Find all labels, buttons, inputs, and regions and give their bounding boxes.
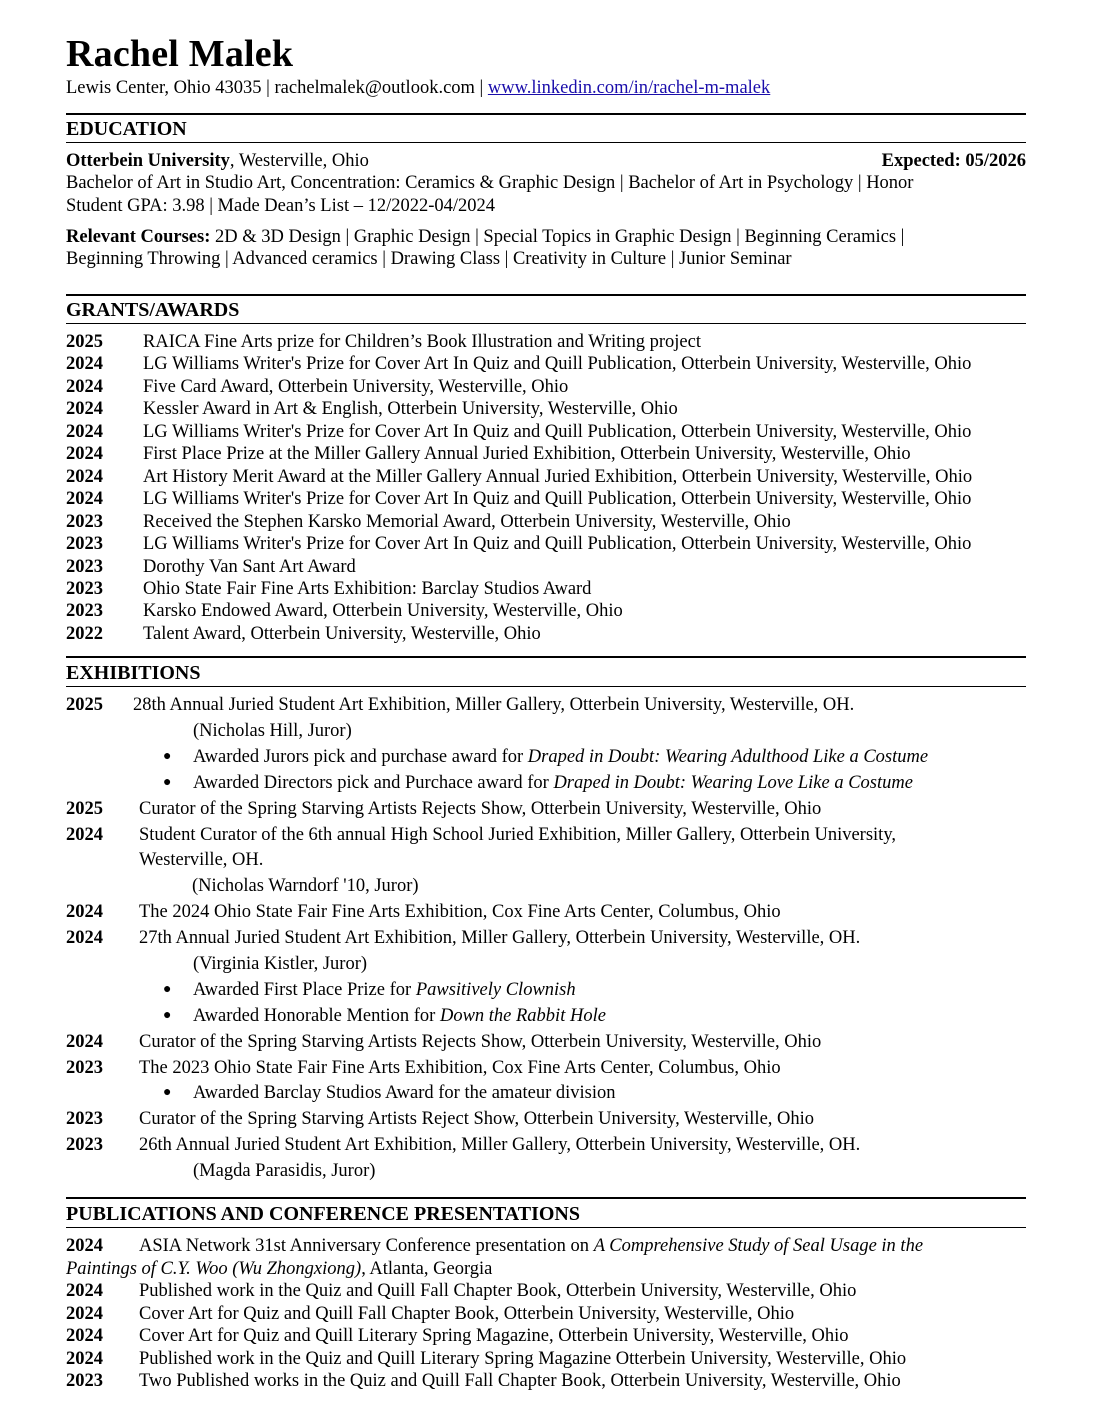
- publication-year: 2024: [66, 1326, 103, 1346]
- grant-item: [66, 443, 911, 466]
- publication-text: Two Published works in the Quiz and Quill Fall Chapter Book, Otterbein University, Westerville, Ohio: [139, 1371, 901, 1391]
- publications-title: PUBLICATIONS AND CONFERENCE PRESENTATIONS: [66, 1203, 580, 1225]
- publication-item: [66, 1348, 906, 1371]
- bullet-icon: ●: [163, 1008, 172, 1023]
- grant-text: First Place Prize at the Miller Gallery Annual Juried Exhibition, Otterbein University, Westerville, Ohio: [143, 444, 911, 465]
- exhibition-bullet: ● Awarded Jurors pick and purchase award for Draped in Doubt: Wearing Adulthood Like a Costume: [163, 747, 929, 767]
- exhibitions-title: EXHIBITIONS: [66, 662, 201, 684]
- exhibition-item: 2023 The 2023 Ohio State Fair Fine Arts Exhibition, Cox Fine Arts Center, Columbus, Ohio: [66, 1058, 781, 1078]
- grant-year: 2024: [66, 444, 103, 465]
- grant-text: LG Williams Writer's Prize for Cover Art In Quiz and Quill Publication, Otterbein University, Westerville, Ohio: [143, 354, 972, 375]
- publication-year: 2024: [66, 1303, 103, 1324]
- grant-item: [66, 578, 591, 601]
- exhibition-juror: (Magda Parasidis, Juror): [193, 1161, 376, 1181]
- exhibition-item: 2023 Curator of the Spring Starving Artists Reject Show, Otterbein University, Westerville, Ohio: [66, 1109, 815, 1129]
- grant-year: 2025: [66, 332, 103, 352]
- exhibition-text: 28th Annual Juried Student Art Exhibition, Miller Gallery, Otterbein University, Westerville, OH.: [133, 695, 855, 715]
- courses-label: Relevant Courses:: [66, 227, 211, 247]
- publication-item: [66, 1303, 794, 1326]
- grant-text: Ohio State Fair Fine Arts Exhibition: Barclay Studios Award: [143, 578, 592, 599]
- courses-line-1: [66, 226, 904, 249]
- candidate-name: Rachel Malek: [66, 33, 294, 75]
- grant-year: 2024: [66, 354, 103, 375]
- grant-year: 2024: [66, 489, 103, 510]
- grant-text: Dorothy Van Sant Art Award: [143, 556, 356, 577]
- grant-item: [66, 511, 791, 534]
- grant-text: LG Williams Writer's Prize for Cover Art In Quiz and Quill Publication, Otterbein University, Westerville, Ohio: [143, 421, 972, 442]
- section-rule: [66, 294, 1026, 296]
- contact-text: Lewis Center, Ohio 43035 | rachelmalek@outlook.com |: [66, 78, 488, 98]
- section-rule: [66, 686, 1026, 687]
- grant-year: 2023: [66, 578, 103, 599]
- exhibition-item: 2024 The 2024 Ohio State Fair Fine Arts Exhibition, Cox Fine Arts Center, Columbus, Ohio: [66, 902, 781, 922]
- grant-year: 2022: [66, 623, 103, 644]
- section-rule: [66, 656, 1026, 658]
- exhibition-juror: (Nicholas Warndorf '10, Juror): [192, 876, 419, 896]
- publication-text: Published work in the Quiz and Quill Fall Chapter Book, Otterbein University, Westerville, Ohio: [139, 1281, 857, 1301]
- grant-item: [66, 600, 623, 623]
- exhibition-year: 2025: [66, 695, 103, 715]
- grant-item: [66, 353, 971, 376]
- publication-text: Published work in the Quiz and Quill Literary Spring Magazine Otterbein University, Westerville, Ohio: [139, 1348, 907, 1369]
- grant-year: 2024: [66, 376, 103, 397]
- exhibition-juror: (Nicholas Hill, Juror): [193, 721, 352, 741]
- grant-text: Karsko Endowed Award, Otterbein University, Westerville, Ohio: [143, 601, 623, 622]
- grant-year: 2023: [66, 601, 103, 622]
- exhibition-item: [66, 694, 854, 717]
- contact-line: [66, 77, 770, 99]
- grant-year: 2024: [66, 421, 103, 442]
- section-rule: [66, 323, 1026, 324]
- exhibition-item: 2025 Curator of the Spring Starving Artists Rejects Show, Otterbein University, Westerville, Ohio: [66, 799, 822, 819]
- exhibition-bullet: ● Awarded Barclay Studios Award for the amateur division: [163, 1083, 616, 1103]
- publication-item: [66, 1280, 856, 1303]
- exhibition-bullet: ● Awarded First Place Prize for Pawsitively Clownish: [163, 980, 576, 1000]
- section-rule: [66, 1227, 1026, 1228]
- bullet-icon: ●: [163, 775, 172, 790]
- school-location: , Westerville, Ohio: [229, 151, 369, 171]
- grant-item: [66, 533, 971, 556]
- grant-item: [66, 376, 568, 399]
- exhibition-item: 2023 26th Annual Juried Student Art Exhibition, Miller Gallery, Otterbein University, Westerville, OH.: [66, 1135, 861, 1155]
- section-rule: [66, 142, 1026, 143]
- grant-text: Art History Merit Award at the Miller Gallery Annual Juried Exhibition, Otterbein University, Westerville, Ohio: [143, 466, 973, 487]
- grant-text: Five Card Award, Otterbein University, Westerville, Ohio: [143, 376, 569, 397]
- grant-text: RAICA Fine Arts prize for Children’s Book Illustration and Writing project: [143, 332, 701, 352]
- exhibition-juror: (Virginia Kistler, Juror): [193, 954, 368, 974]
- bullet-icon: ●: [163, 749, 172, 764]
- grant-year: 2023: [66, 534, 103, 555]
- publication-item: [66, 1325, 849, 1348]
- courses-line-2: Beginning Throwing | Advanced ceramics | Drawing Class | Creativity in Culture | Junior Seminar: [66, 249, 792, 269]
- school-name: Otterbein University: [66, 151, 230, 171]
- grant-item: [66, 331, 701, 354]
- exhibition-item: 2024 27th Annual Juried Student Art Exhibition, Miller Gallery, Otterbein University, Westerville, OH.: [66, 928, 861, 948]
- grant-text: Talent Award, Otterbein University, Westerville, Ohio: [143, 623, 541, 644]
- bullet-icon: ●: [163, 982, 172, 997]
- grant-year: 2023: [66, 511, 103, 532]
- publication-year: 2024: [66, 1281, 103, 1301]
- grant-text: LG Williams Writer's Prize for Cover Art In Quiz and Quill Publication, Otterbein University, Westerville, Ohio: [143, 534, 972, 555]
- grant-item: [66, 466, 972, 489]
- publication-year: 2023: [66, 1371, 103, 1391]
- publication-text: Cover Art for Quiz and Quill Fall Chapter Book, Otterbein University, Westerville, Ohio: [139, 1303, 795, 1324]
- publication-item: 2024 ASIA Network 31st Anniversary Conference presentation on A Comprehensive Study of Seal Usage in the: [66, 1236, 924, 1256]
- grant-year: 2024: [66, 399, 103, 420]
- exhibition-item: 2024 Student Curator of the 6th annual High School Juried Exhibition, Miller Gallery, Otterbein University,: [66, 825, 896, 845]
- grant-text: Received the Stephen Karsko Memorial Award, Otterbein University, Westerville, Ohio: [143, 511, 791, 532]
- exhibition-item: 2024 Curator of the Spring Starving Artists Rejects Show, Otterbein University, Westerville, Ohio: [66, 1032, 822, 1052]
- exhibition-text-cont: Westerville, OH.: [139, 850, 264, 870]
- expected-date: Expected: 05/2026: [881, 151, 1026, 171]
- exhibition-bullet: ● Awarded Honorable Mention for Down the Rabbit Hole: [163, 1006, 606, 1026]
- grant-item: [66, 623, 541, 646]
- section-rule: [66, 1197, 1026, 1199]
- grant-text: Kessler Award in Art & English, Otterbein University, Westerville, Ohio: [143, 399, 678, 420]
- grant-year: 2023: [66, 556, 103, 577]
- grant-item: [66, 398, 678, 421]
- degree-line-1: Bachelor of Art in Studio Art, Concentration: Ceramics & Graphic Design | Bachelor of Art in Psychology | Honor: [66, 173, 914, 193]
- grant-item: [66, 488, 971, 511]
- publication-item-cont: Paintings of C.Y. Woo (Wu Zhongxiong), Atlanta, Georgia: [66, 1259, 493, 1279]
- degree-line-2: Student GPA: 3.98 | Made Dean’s List – 12/2022-04/2024: [66, 196, 496, 216]
- grant-year: 2024: [66, 466, 103, 487]
- publication-text: Cover Art for Quiz and Quill Literary Spring Magazine, Otterbein University, Westerville, Ohio: [139, 1326, 849, 1346]
- grant-item: [66, 421, 971, 444]
- education-title: EDUCATION: [66, 118, 187, 140]
- courses-text-1: 2D & 3D Design | Graphic Design | Special Topics in Graphic Design | Beginning Ceramics |: [210, 227, 905, 247]
- bullet-icon: ●: [163, 1085, 172, 1100]
- education-school-line: [66, 150, 1026, 173]
- exhibition-bullet: ● Awarded Directors pick and Purchace award for Draped in Doubt: Wearing Love Like a Costume: [163, 773, 913, 793]
- linkedin-link[interactable]: www.linkedin.com/in/rachel-m-malek: [487, 78, 771, 98]
- section-rule: [66, 113, 1026, 115]
- grant-item: [66, 556, 356, 579]
- grant-text: LG Williams Writer's Prize for Cover Art In Quiz and Quill Publication, Otterbein University, Westerville, Ohio: [143, 489, 972, 510]
- grants-title: GRANTS/AWARDS: [66, 299, 240, 321]
- publication-item: [66, 1370, 901, 1393]
- publication-year: 2024: [66, 1348, 103, 1369]
